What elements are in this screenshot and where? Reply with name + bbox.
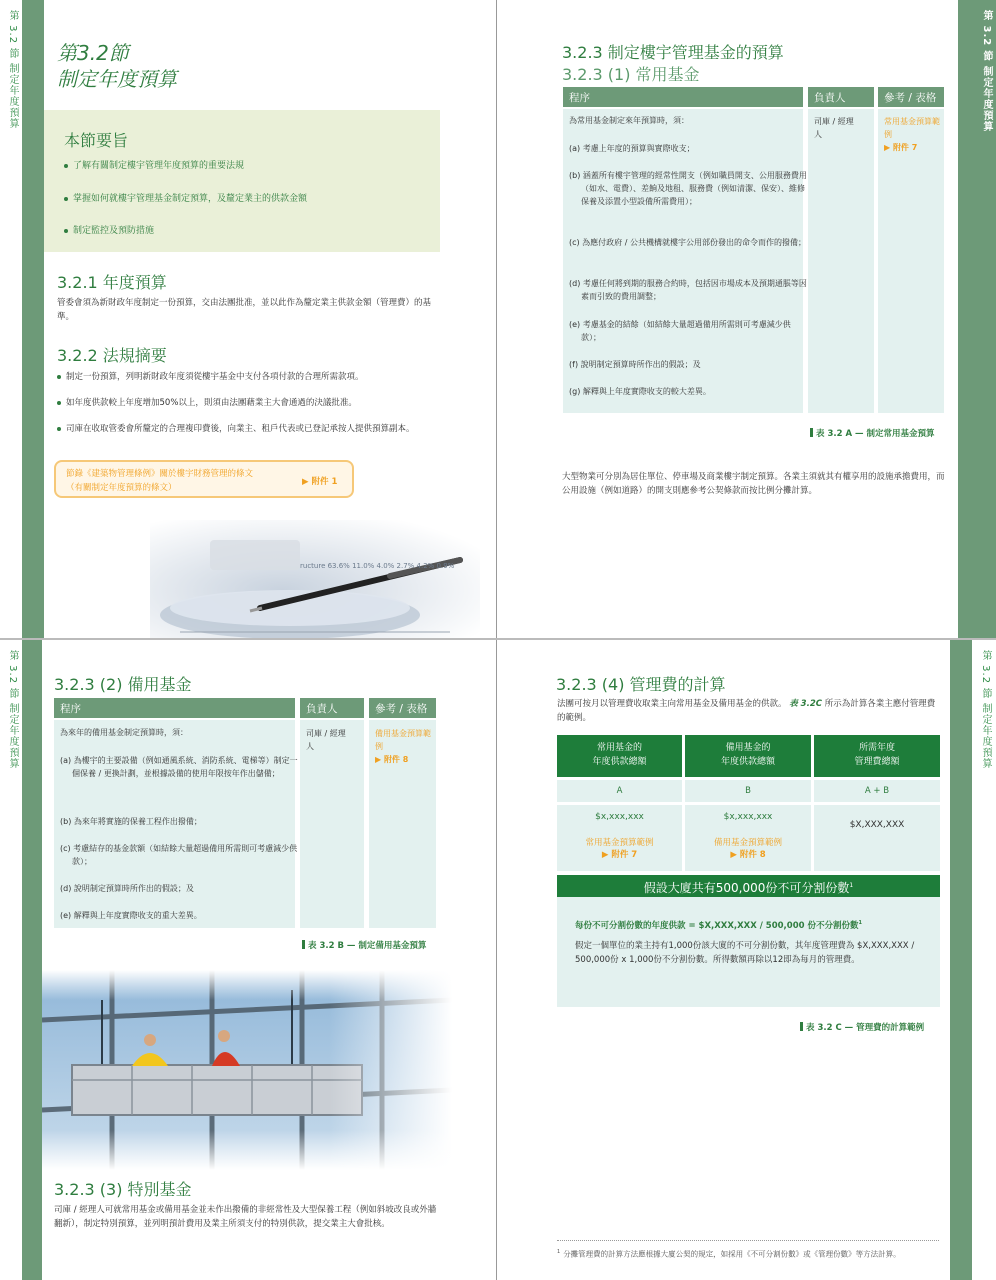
side-bar bbox=[22, 0, 44, 638]
heading-3-2-3-4: 3.2.3 (4) 管理費的計算 bbox=[556, 675, 726, 694]
procedure-item: (d) 考慮任何將到期的服務合約時，包括因市場成本及預期通脹等因素而引致的費用調整； bbox=[569, 279, 807, 301]
annex-link[interactable]: ▶ 附件 8 bbox=[375, 755, 409, 764]
procedure-cell bbox=[563, 109, 807, 413]
procedure-item: (d) 說明制定預算時所作出的假設；及 bbox=[60, 884, 194, 893]
side-tab bbox=[0, 0, 22, 638]
section-number: 第3.2節 bbox=[57, 41, 129, 65]
footnote-marker: 1 bbox=[849, 882, 854, 889]
column-header-line: 常用基金的 bbox=[596, 743, 642, 753]
responsible-text: 司庫 / 經理人 bbox=[306, 729, 346, 751]
list-item bbox=[57, 422, 447, 436]
annex-label: 附件 1 bbox=[311, 477, 338, 487]
side-label: 第 3.2 節 制定年度預算 bbox=[7, 10, 18, 130]
column-header bbox=[814, 735, 940, 777]
letter-cell: B bbox=[685, 780, 811, 802]
bullet-list bbox=[57, 370, 447, 436]
procedure-item: (f) 說明制定預算時所作出的假設；及 bbox=[569, 360, 701, 369]
value-text: $x,xxx,xxx bbox=[595, 812, 644, 822]
annex-link[interactable]: ▶ 附件 7 bbox=[884, 143, 918, 152]
procedure-item: (c) 為應付政府 / 公共機構就樓宇公用部份發出的命令而作的撥備； bbox=[569, 238, 806, 247]
heading-3-2-2: 3.2.2 法規摘要 bbox=[57, 346, 167, 365]
column-header-line: 年度供款總額 bbox=[592, 757, 647, 767]
reference-text: 備用基金預算範例 bbox=[375, 729, 431, 751]
intro-text: 法團可按月以管理費收取業主向常用基金及備用基金的供款。 bbox=[557, 699, 787, 709]
responsible-text: 司庫 / 經理人 bbox=[814, 117, 854, 139]
annex-label: 附件 7 bbox=[611, 850, 638, 860]
side-tab bbox=[974, 0, 996, 638]
side-bar bbox=[950, 640, 972, 1280]
summary-item bbox=[64, 223, 154, 236]
example-text: 假定一個單位的業主持有1,000份該大廈的不可分割份數，其年度管理費為 $X,XXX,XXX / 500,000份 x 1,000份不分割份數。所得數額再除以12即為每月的管理費。 bbox=[575, 941, 915, 965]
finance-photo-art bbox=[150, 520, 480, 638]
banner-text: 假設大廈共有500,000份不可分割份數 bbox=[643, 881, 850, 895]
annex-link[interactable]: ▶ 附件 7 bbox=[601, 850, 638, 860]
summary-item bbox=[64, 191, 307, 204]
footnote-marker: 1 bbox=[858, 920, 862, 927]
summary-box bbox=[44, 110, 440, 252]
letter-cell: A + B bbox=[814, 780, 940, 802]
assumption-banner bbox=[557, 875, 940, 897]
procedure-item: (g) 解釋與上年度實際收支的較大差異。 bbox=[569, 387, 711, 396]
heading-3-2-1: 3.2.1 年度預算 bbox=[57, 273, 167, 292]
reference-text: 常用基金預算範例 bbox=[884, 117, 940, 139]
window-cleaning-photo bbox=[42, 970, 452, 1170]
value-cell bbox=[557, 805, 682, 871]
side-label: 第 3.2 節 制定年度預算 bbox=[980, 650, 991, 770]
procedure-item: (a) 考慮上年度的預算與實際收支； bbox=[569, 144, 695, 153]
table-caption: 表 3.2 C — 管理費的計算範例 bbox=[800, 1021, 924, 1033]
list-item-text: 如年度供款較上年度增加50%以上，則須由法團藉業主大會通過的決議批准。 bbox=[66, 398, 357, 408]
procedure-item: (b) 為來年將實施的保養工程作出撥備； bbox=[60, 817, 202, 826]
footnote bbox=[557, 1240, 939, 1260]
table-header: 參考 / 表格 bbox=[878, 87, 944, 107]
table-header: 程序 bbox=[54, 698, 295, 718]
reference-text: 備用基金預算範例 bbox=[713, 838, 782, 848]
finance-photo bbox=[150, 520, 480, 638]
reference-cell bbox=[878, 109, 944, 413]
value-text: $X,XXX,XXX bbox=[849, 820, 905, 830]
heading-3-2-3-2: 3.2.3 (2) 備用基金 bbox=[54, 675, 192, 694]
table-header: 負責人 bbox=[808, 87, 874, 107]
summary-item-text: 制定監控及預防措施 bbox=[73, 226, 155, 236]
section-name: 制定年度預算 bbox=[57, 67, 177, 91]
heading-3-2-3-3: 3.2.3 (3) 特別基金 bbox=[54, 1180, 192, 1199]
list-item bbox=[57, 370, 447, 384]
list-item bbox=[57, 396, 447, 410]
annex-label: 附件 7 bbox=[892, 143, 918, 152]
table-caption: 表 3.2 B — 制定備用基金預算 bbox=[302, 939, 426, 951]
footnote-text: 分攤管理費的計算方法應根據大廈公契的規定，如採用《不可分割份數》或《管理份數》等方法計算。 bbox=[563, 1249, 901, 1259]
procedure-item: (e) 考慮基金的結餘（如結餘大量超過備用所需則可考慮減少供款）； bbox=[569, 320, 791, 342]
reference-text: 常用基金預算範例 bbox=[585, 838, 654, 848]
column-header-line: 所需年度 bbox=[858, 743, 895, 753]
table-header: 負責人 bbox=[300, 698, 364, 718]
table-reference[interactable]: 表 3.2C bbox=[789, 699, 822, 709]
table-header: 參考 / 表格 bbox=[369, 698, 436, 718]
column-header-line: 管理費總額 bbox=[854, 757, 900, 767]
list-item-text: 制定一份預算，列明新財政年度須從樓宇基金中支付各項付款的合理所需款項。 bbox=[66, 372, 364, 382]
summary-title: 本節要旨 bbox=[64, 131, 129, 150]
value-cell bbox=[685, 805, 811, 871]
section-title bbox=[57, 40, 177, 92]
annex-link[interactable]: ▶ 附件 8 bbox=[730, 850, 766, 860]
page-4 bbox=[500, 640, 996, 1280]
reference-line-2: （有關制定年度預算的條文） bbox=[66, 483, 177, 493]
heading-3-2-3: 3.2.3 制定樓宇管理基金的預算 bbox=[562, 43, 784, 62]
annex-label: 附件 8 bbox=[383, 755, 409, 764]
column-header bbox=[685, 735, 811, 777]
paragraph: 司庫 / 經理人可就常用基金或備用基金並未作出撥備的非經常性及大型保養工程（例如斜坡改良或外牆翻新），制定特別預算，並列明預計費用及業主所須支付的特別供款，提交業主大會批核。 bbox=[54, 1205, 437, 1229]
annex-link[interactable]: ▶ 附件 1 bbox=[302, 477, 338, 487]
procedure-cell bbox=[54, 720, 298, 928]
responsible-cell bbox=[808, 109, 874, 413]
calculation-box bbox=[557, 897, 940, 1007]
procedure-item: (c) 考慮結存的基金款額（如結餘大量超過備用所需則可考慮減少供款）； bbox=[60, 844, 298, 866]
paragraph: 大型物業可分別為居住單位、停車場及商業樓宇制定預算。各業主須就其有權享用的設施承擔費用，而公用設施（例如道路）的開支則應參考公契條款而按比例分攤計算。 bbox=[562, 472, 945, 496]
value-text: $x,xxx,xxx bbox=[723, 812, 773, 822]
table-caption: 表 3.2 A — 制定常用基金預算 bbox=[810, 427, 934, 439]
side-tab bbox=[972, 640, 996, 1280]
letter-cell: A bbox=[557, 780, 682, 802]
footnote-number: 1 bbox=[557, 1249, 561, 1255]
page-3 bbox=[0, 640, 496, 1280]
summary-item-text: 掌握如何就樓宇管理基金制定預算，及釐定業主的供款金額 bbox=[73, 194, 308, 204]
column-header bbox=[557, 735, 682, 777]
side-tab bbox=[0, 640, 22, 1280]
reference-box[interactable] bbox=[54, 460, 354, 498]
reference-line-1: 節錄《建築物管理條例》關於樓宇財務管理的條文 bbox=[66, 469, 254, 479]
summary-item bbox=[64, 158, 244, 171]
responsible-cell bbox=[300, 720, 364, 928]
window-cleaning-photo-art bbox=[42, 970, 452, 1170]
procedure-intro: 為常用基金制定來年預算時，須： bbox=[569, 116, 689, 125]
calculation-text: 每份不可分割份數的年度供款 = $X,XXX,XXX / 500,000 份不分割份數 bbox=[575, 921, 859, 931]
side-label: 第 3.2 節 制定年度預算 bbox=[981, 10, 992, 133]
calculation-line bbox=[575, 919, 862, 931]
list-item-text: 司庫在收取管委會所釐定的合理複印費後，向業主、租戶代表或已登記承按人提供預算副本。 bbox=[66, 424, 415, 434]
page-1 bbox=[0, 0, 496, 638]
reference-cell bbox=[369, 720, 436, 928]
side-bar bbox=[22, 640, 42, 1280]
procedure-item: (e) 解釋與上年度實際收支的重大差異。 bbox=[60, 911, 202, 920]
table-header: 程序 bbox=[563, 87, 803, 107]
annex-label: 附件 8 bbox=[739, 850, 766, 860]
page-2 bbox=[500, 0, 996, 638]
value-cell bbox=[814, 805, 940, 871]
procedure-item: (a) 為樓宇的主要設備（例如通風系統、消防系統、電梯等）制定一個保養 / 更換計劃，並根據設備的使用年限按年作出儲備； bbox=[60, 756, 298, 778]
intro-paragraph bbox=[557, 697, 943, 725]
summary-item-text: 了解有關制定樓宇管理年度預算的重要法規 bbox=[73, 161, 245, 171]
column-header-line: 年度供款總額 bbox=[720, 757, 775, 767]
side-bar bbox=[958, 0, 974, 638]
heading-3-2-3-1: 3.2.3 (1) 常用基金 bbox=[562, 65, 700, 84]
column-header-line: 備用基金的 bbox=[725, 743, 771, 753]
procedure-intro: 為來年的備用基金制定預算時，須： bbox=[60, 728, 188, 737]
paragraph-3-2-1: 管委會須為新財政年度制定一份預算，交由法團批准，並以此作為釐定業主供款金額（管理費）的基準。 bbox=[57, 298, 432, 322]
side-label: 第 3.2 節 制定年度預算 bbox=[7, 650, 18, 770]
procedure-item: (b) 涵蓋所有樓宇管理的經常性開支（例如職員開支、公用服務費用（如水、電費）、差餉及地租、服務費（例如清潔、保安）、維修保養及添置小型設備所需費用）； bbox=[569, 171, 807, 206]
photo-chart-text: ructure 63.6% 11.0% 4.0% 2.7% 4.2% 0.9% bbox=[300, 562, 455, 570]
intro-text: 所示為計算各業主應付管理費的範例。 bbox=[557, 699, 936, 723]
